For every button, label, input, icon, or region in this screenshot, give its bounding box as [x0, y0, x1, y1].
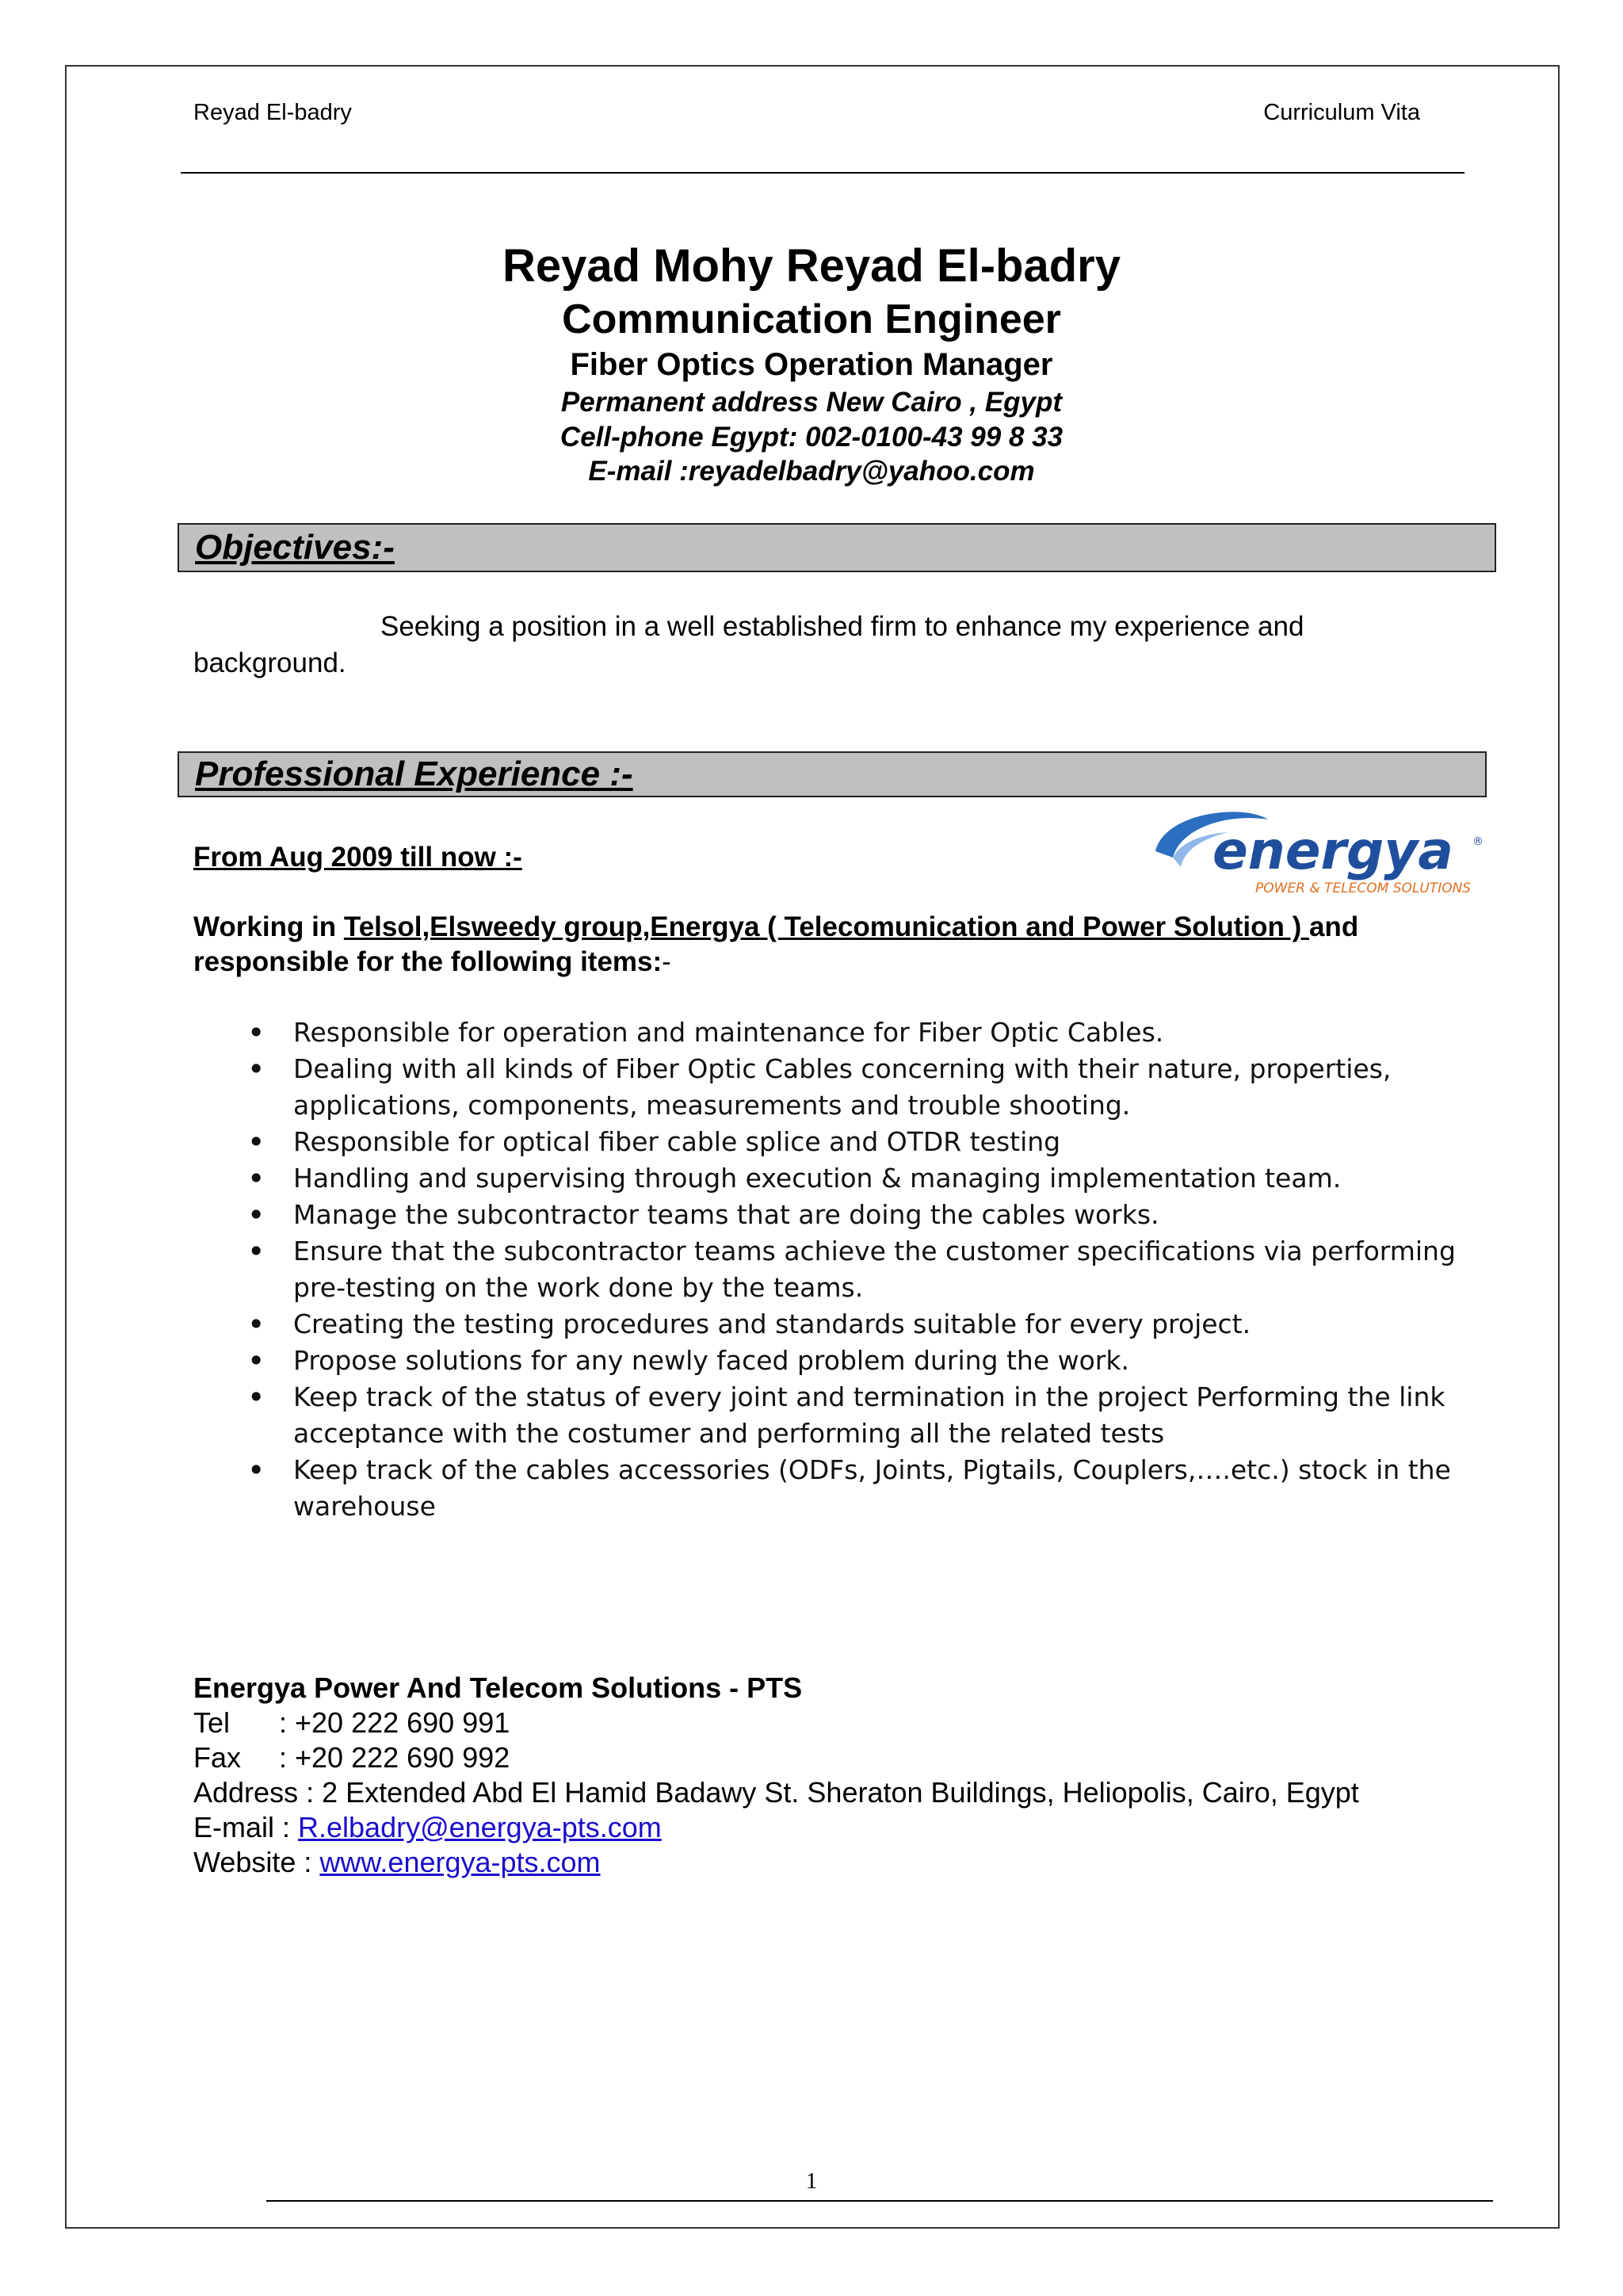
- list-item: • Keep track of the status of every joint and termination in the project Performing the link acceptance with the costumer and performing all the related tests: [247, 1380, 1445, 1449]
- objectives-text: Seeking a position in a well established firm to enhance my experience and background.: [193, 611, 1304, 678]
- company-fax-line: [193, 1740, 1501, 1775]
- candidate-title: Communication Engineer: [562, 296, 1061, 342]
- header-doc-type: Curriculum Vita: [1263, 100, 1420, 125]
- list-item: • Responsible for operation and maintenance for Fiber Optic Cables.: [247, 1015, 1164, 1050]
- objectives-section-bar: [178, 523, 1496, 572]
- company-name: Energya Power And Telecom Solutions - PTS: [193, 1671, 803, 1704]
- company-contact-block: [193, 1671, 1501, 1880]
- page-number: 1: [805, 2168, 818, 2194]
- list-item: • Manage the subcontractor teams that are doing the cables works.: [247, 1198, 1159, 1232]
- energya-logo-graphic: [1149, 796, 1490, 905]
- objectives-heading: Objectives:-: [195, 528, 395, 567]
- fax-value: : +20 222 690 992: [279, 1741, 510, 1774]
- company-website-line: [193, 1845, 1501, 1880]
- candidate-address: Permanent address New Cairo , Egypt: [560, 387, 1063, 418]
- bullet-icon: •: [247, 1161, 265, 1196]
- company-website-link[interactable]: www.energya-pts.com: [319, 1846, 601, 1878]
- bullet-icon: •: [247, 1380, 265, 1415]
- email-label: E-mail :: [193, 1811, 299, 1843]
- fax-label: Fax: [193, 1741, 242, 1774]
- experience-heading: Professional Experience :-: [195, 755, 633, 793]
- bullet-icon: •: [247, 1198, 265, 1232]
- list-item: • Dealing with all kinds of Fiber Optic Cables concerning with their nature, properties, applications, components, measurements and trouble shooting.: [247, 1052, 1392, 1121]
- candidate-phone: Cell-phone Egypt: 002-0100-43 99 8 33: [559, 422, 1064, 453]
- intro-suffix: and responsible for the following items:: [193, 911, 1359, 977]
- intro-company: Telsol,Elsweedy group,Energya ( Telecomunication and Power Solution ): [343, 911, 1309, 942]
- list-item: • Handling and supervising through execution & managing implementation team.: [247, 1161, 1342, 1196]
- logo-wordmark: energya: [1212, 820, 1453, 881]
- list-item: • Responsible for optical fiber cable splice and OTDR testing: [247, 1125, 1061, 1159]
- list-item: • Ensure that the subcontractor teams achieve the customer specifications via performing pre-testing on the work done by the teams.: [247, 1234, 1456, 1303]
- candidate-subtitle: Fiber Optics Operation Manager: [570, 347, 1053, 382]
- experience-period: From Aug 2009 till now :-: [193, 842, 522, 873]
- candidate-name: Reyad Mohy Reyad El-badry: [502, 240, 1121, 292]
- company-email-line: [193, 1810, 1501, 1845]
- header-author: Reyad El-badry: [193, 100, 352, 125]
- logo-tagline: POWER & TELECOM SOLUTIONS: [1255, 881, 1472, 896]
- energya-logo: [1149, 796, 1490, 905]
- bullet-icon: •: [247, 1453, 265, 1488]
- tel-label: Tel: [193, 1706, 231, 1739]
- bullet-icon: •: [247, 1015, 265, 1050]
- list-item: • Creating the testing procedures and standards suitable for every project.: [247, 1307, 1251, 1342]
- bullet-icon: •: [247, 1307, 265, 1342]
- list-item: • Propose solutions for any newly faced problem during the work.: [247, 1343, 1129, 1378]
- footer-rule: [266, 2200, 1493, 2202]
- list-item: • Keep track of the cables accessories (ODFs, Joints, Pigtails, Couplers,….etc.) stock in the warehouse: [247, 1453, 1451, 1522]
- experience-section-bar: [178, 751, 1487, 797]
- website-label: Website :: [193, 1846, 320, 1878]
- company-tel-line: [193, 1706, 1501, 1740]
- tel-value: : +20 222 690 991: [279, 1706, 510, 1739]
- bullet-icon: •: [247, 1234, 265, 1269]
- logo-registered-mark: ®: [1472, 835, 1484, 848]
- bullet-icon: •: [247, 1125, 265, 1159]
- company-email-link[interactable]: R.elbadry@energya-pts.com: [298, 1811, 662, 1843]
- candidate-email: E-mail :reyadelbadry@yahoo.com: [588, 456, 1035, 487]
- company-address: Address : 2 Extended Abd El Hamid Badawy St. Sheraton Buildings, Heliopolis, Cairo, Egypt: [193, 1776, 1359, 1809]
- bullet-icon: •: [247, 1052, 265, 1087]
- responsibilities-list: [238, 1014, 1506, 1525]
- intro-dash: -: [662, 946, 671, 977]
- header-rule: [181, 172, 1465, 174]
- experience-intro: [193, 910, 1493, 980]
- bullet-icon: •: [247, 1343, 265, 1378]
- intro-prefix: Working in: [193, 911, 344, 942]
